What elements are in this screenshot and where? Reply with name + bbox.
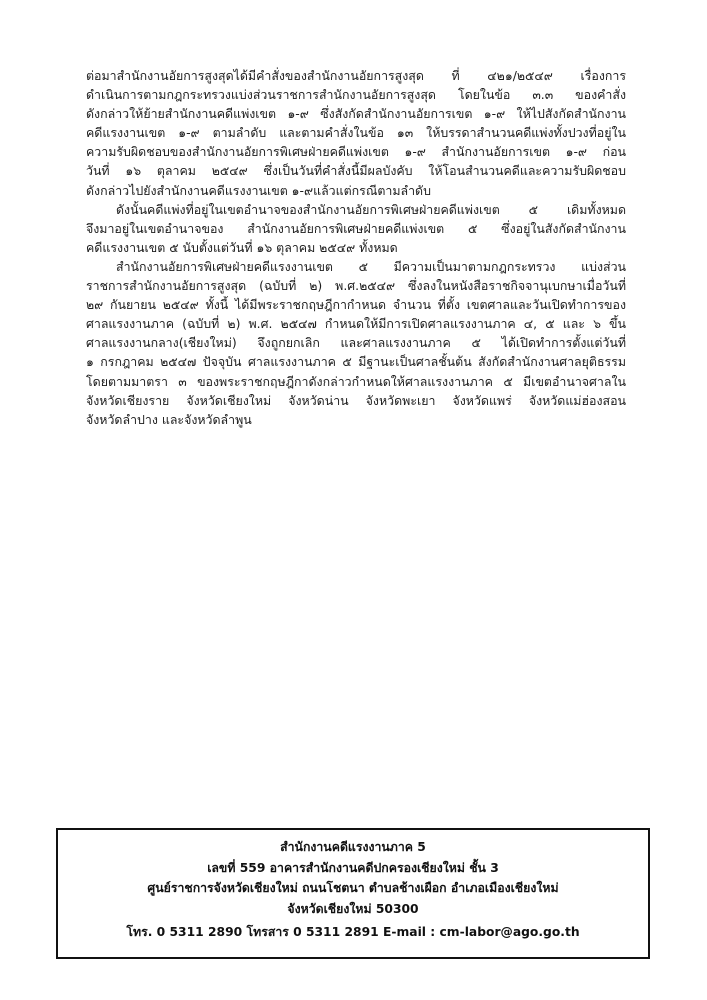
body-line: จังหวัดเชียงราย จังหวัดเชียงใหม่ จังหวัดน่าน จังหวัดพะเยา จังหวัดแพร่ จังหวัดแม่ฮ่องสอน: [86, 392, 626, 408]
body-line: ศาลแรงงานภาค (ฉบับที่ ๒) พ.ศ. ๒๕๔๗ กำหนดให้มีการเปิดศาลแรงงานภาค ๔, ๕ และ ๖ ขึ้น: [86, 316, 626, 332]
body-line: ๒๙ กันยายน ๒๕๔๙ ทั้งนี้ ได้มีพระราชกฤษฎีกากำหนด จำนวน ที่ตั้ง เขตศาลและวันเปิดทำการของ: [86, 297, 626, 313]
phone-number: โทร. 0 5311 2890: [126, 925, 243, 940]
body-line: ดังนั้นคดีแพ่งที่อยู่ในเขตอำนาจของสำนักงานอัยการพิเศษฝ่ายคดีแพ่งเขต ๕ เดิมทั้งหมด: [116, 201, 626, 217]
address-line: เลขที่ 559 อาคารสำนักงานคดีปกครองเชียงใหม่ ชั้น 3: [207, 860, 499, 875]
body-line: จึงมาอยู่ในเขตอำนาจของ สำนักงานอัยการพิเศษฝ่ายคดีแพ่งเขต ๕ ซึ่งอยู่ในสังกัดสำนักงาน: [86, 220, 626, 236]
body-line: ต่อมาสำนักงานอัยการสูงสุดได้มีคำสั่งของสำนักงานอัยการสูงสุด ที่ ๔๒๑/๒๕๔๙ เรื่องการ: [86, 68, 626, 83]
body-line: โดยตามมาตรา ๓ ของพระราชกฤษฎีกาดังกล่าวกำหนดให้ศาลแรงงานภาค ๕ มีเขตอำนาจศาลใน: [86, 373, 626, 389]
body-line: ๑ กรกฎาคม ๒๕๔๗ ปัจจุบัน ศาลแรงงานภาค ๕ มีฐานะเป็นศาลชั้นต้น สังกัดสำนักงานศาลยุติธรรม: [86, 354, 626, 370]
body-line: ราชการสำนักงานอัยการสูงสุด (ฉบับที่ ๒) พ.ศ.๒๕๔๙ ซึ่งลงในหนังสือราชกิจจานุเบกษาเมื่อวันที่: [86, 278, 626, 294]
body-line: จังหวัดลำปาง และจังหวัดลำพูน: [86, 411, 252, 427]
contact-line: [58, 923, 648, 942]
body-line: คดีแรงงานเขต ๑-๙ ตามลำดับ และตามคำสั่งในข้อ ๑๓ ให้บรรดาสำนวนคดีแพ่งทั้งปวงที่อยู่ใน: [86, 125, 626, 141]
address-line: จังหวัดเชียงใหม่ 50300: [287, 901, 419, 916]
body-text: [86, 66, 626, 429]
body-line: ดังกล่าวไปยังสำนักงานคดีแรงงานเขต ๑-๙แล้วแต่กรณีตามลำดับ: [86, 182, 431, 198]
body-line: ความรับผิดชอบของสำนักงานอัยการพิเศษฝ่ายคดีแพ่งเขต ๑-๙ สำนักงานอัยการเขต ๑-๙ ก่อน: [86, 144, 626, 160]
body-line: ศาลแรงงานกลาง(เชียงใหม่) จึงถูกยกเลิก และศาลแรงงานภาค ๕ ได้เปิดทำการตั้งแต่วันที่: [86, 335, 626, 351]
address-line: ศูนย์ราชการจังหวัดเชียงใหม่ ถนนโชตนา ตำบลช้างเผือก อำเภอเมืองเชียงใหม่: [147, 881, 559, 896]
office-name: สำนักงานคดีแรงงานภาค 5: [280, 840, 426, 854]
fax-number: โทรสาร 0 5311 2891: [246, 925, 379, 940]
contact-footer-box: [56, 828, 650, 959]
body-line: วันที่ ๑๖ ตุลาคม ๒๕๔๙ ซึ่งเป็นวันที่คำสั่งนี้มีผลบังคับ ให้โอนสำนวนคดีและความรับผิดชอบ: [86, 163, 626, 179]
body-line: ดำเนินการตามกฎกระทรวงแบ่งส่วนราชการสำนักงานอัยการสูงสุด โดยในข้อ ๓.๓ ของคำสั่ง: [86, 87, 626, 103]
body-line: คดีแรงงานเขต ๕ นับตั้งแต่วันที่ ๑๖ ตุลาคม ๒๕๔๙ ทั้งหมด: [86, 239, 398, 255]
email-address[interactable]: E-mail : cm-labor@ago.go.th: [382, 925, 580, 940]
body-line: สำนักงานอัยการพิเศษฝ่ายคดีแรงงานเขต ๕ มีความเป็นมาตามกฎกระทรวง แบ่งส่วน: [116, 258, 626, 274]
body-line: ดังกล่าวให้ย้ายสำนักงานคดีแพ่งเขต ๑-๙ ซึ่งสังกัดสำนักงานอัยการเขต ๑-๙ ให้ไปสังกัดสำนักงาน: [86, 106, 626, 122]
